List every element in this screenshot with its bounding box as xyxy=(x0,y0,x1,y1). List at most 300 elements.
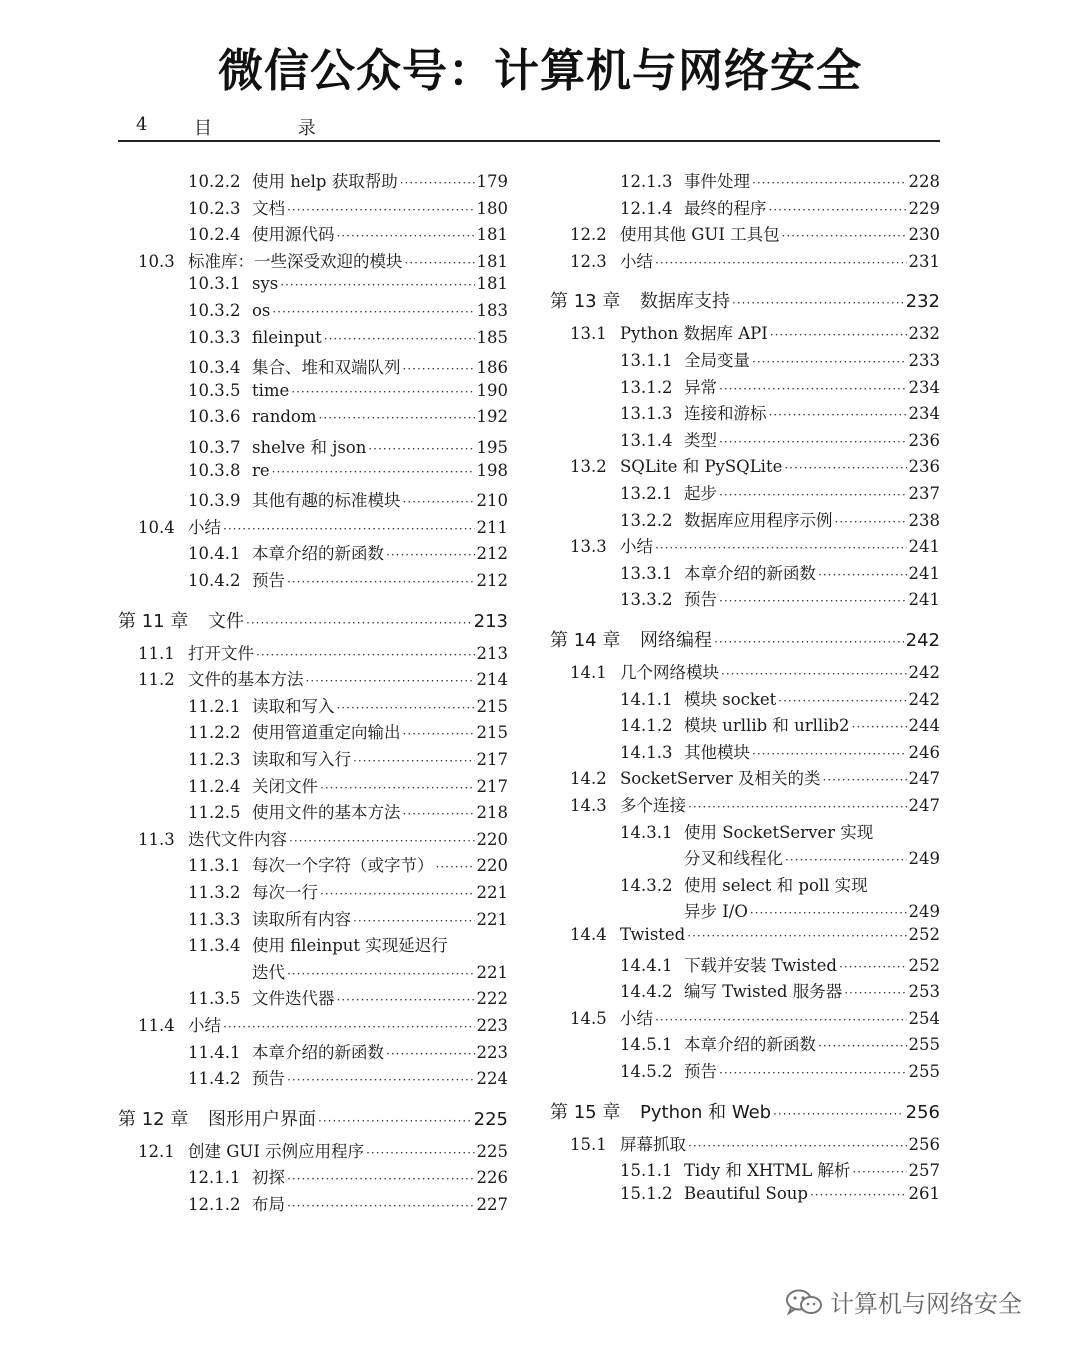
toc-entry[interactable] xyxy=(550,739,940,765)
toc-entry-title: 使用管道重定向输出 xyxy=(252,723,401,743)
toc-entry[interactable] xyxy=(550,507,940,533)
toc-entry-title: 关闭文件 xyxy=(252,776,318,796)
toc-entry-page: 237 xyxy=(908,484,940,503)
toc-entry-title: os xyxy=(252,301,271,320)
toc-entry[interactable] xyxy=(118,666,508,692)
toc-entry-title: 小结 xyxy=(188,1016,221,1035)
toc-entry[interactable] xyxy=(550,427,940,453)
toc-entry-title: 最终的程序 xyxy=(684,198,767,218)
toc-entry[interactable] xyxy=(550,453,940,479)
toc-leader-dots xyxy=(272,465,475,479)
toc-entry-page: 229 xyxy=(908,198,940,218)
toc-entry-number: 13.2.1 xyxy=(620,484,673,503)
toc-entry-page: 242 xyxy=(908,663,940,682)
toc-leader-dots xyxy=(223,522,475,536)
toc-entry-number: 14.2 xyxy=(570,769,607,789)
toc-entry[interactable] xyxy=(550,480,940,506)
toc-leader-dots xyxy=(223,1020,475,1034)
toc-entry-number: 12.1 xyxy=(138,1141,175,1161)
toc-entry-page: 225 xyxy=(473,1108,508,1130)
toc-entry-number: 13.1.2 xyxy=(620,377,673,397)
toc-entry-page: 221 xyxy=(476,883,508,902)
toc-entry-title: 数据库应用程序示例 xyxy=(684,510,833,530)
toc-entry[interactable] xyxy=(118,906,508,932)
toc-entry[interactable] xyxy=(550,221,940,247)
toc-leader-dots xyxy=(337,993,475,1007)
toc-entry[interactable] xyxy=(118,773,508,799)
toc-leader-dots xyxy=(287,967,475,981)
toc-entry[interactable] xyxy=(118,221,508,247)
toc-entry-number: 13.1.3 xyxy=(620,404,673,424)
toc-entry-title: 使用 help 获取帮助 xyxy=(252,172,398,191)
toc-entry-page: 224 xyxy=(476,1069,508,1089)
toc-entry-page: 236 xyxy=(908,457,940,477)
toc-entry[interactable] xyxy=(550,168,940,194)
toc-entry-title: 起步 xyxy=(684,484,717,503)
toc-leader-dots xyxy=(750,906,907,920)
toc-entry-number: 10.2.4 xyxy=(188,225,241,245)
toc-leader-dots xyxy=(752,355,907,369)
toc-leader-dots xyxy=(752,747,907,761)
toc-leader-dots xyxy=(688,1139,907,1153)
toc-entry-title: 初探 xyxy=(252,1168,285,1188)
toc-entry-page: 233 xyxy=(908,351,940,370)
toc-entry-number: 14.1.1 xyxy=(620,689,673,709)
toc-entry-number: 10.3.6 xyxy=(188,407,241,427)
toc-leader-dots xyxy=(337,229,475,243)
toc-leader-dots xyxy=(844,986,906,1000)
toc-entry-number: 第 15 章 xyxy=(550,1101,621,1123)
toc-entry[interactable] xyxy=(118,799,508,825)
toc-entry-title: 其他有趣的标准模块 xyxy=(252,491,401,511)
toc-entry[interactable] xyxy=(550,792,940,818)
toc-entry-title: shelve 和 json xyxy=(252,438,367,457)
toc-entry-title: 网络编程 xyxy=(640,630,712,651)
toc-leader-dots xyxy=(782,229,907,243)
toc-entry-number: 14.3.1 xyxy=(620,822,673,842)
toc-entry-page: 179 xyxy=(476,172,508,191)
toc-entry[interactable] xyxy=(118,514,508,540)
toc-entry[interactable] xyxy=(550,248,940,274)
toc-entry[interactable] xyxy=(118,826,508,852)
toc-leader-dots xyxy=(655,541,907,555)
toc-entry-title: SQLite 和 PySQLite xyxy=(620,457,783,477)
toc-entry-page: 234 xyxy=(908,404,940,424)
toc-entry-title: 编写 Twisted 服务器 xyxy=(684,982,843,1002)
watermark-text: 计算机与网络安全 xyxy=(830,1290,1022,1318)
toc-leader-dots xyxy=(324,332,475,346)
toc-entry-page: 180 xyxy=(476,198,508,218)
toc-entry[interactable] xyxy=(550,560,940,586)
toc-entry-number: 14.3.2 xyxy=(620,875,673,895)
toc-entry-page: 212 xyxy=(476,544,508,564)
toc-entry-number: 11.2.2 xyxy=(188,723,241,743)
toc-leader-dots xyxy=(688,800,907,814)
toc-entry-number: 14.1.3 xyxy=(620,742,673,762)
toc-entry-page: 181 xyxy=(476,251,508,271)
toc-entry[interactable] xyxy=(118,301,508,327)
toc-entry[interactable] xyxy=(550,1058,940,1084)
toc-leader-dots xyxy=(778,694,906,708)
toc-entry-number: 14.5.2 xyxy=(620,1062,673,1081)
toc-entry-number: 10.3.3 xyxy=(188,327,241,347)
toc-entry[interactable] xyxy=(550,195,940,221)
toc-entry-page: 232 xyxy=(905,291,940,313)
toc-entry-number: 10.3.1 xyxy=(188,274,241,294)
toc-entry[interactable] xyxy=(550,659,940,685)
toc-entry-page: 215 xyxy=(476,723,508,743)
toc-entry[interactable] xyxy=(550,533,940,559)
toc-entry-title: Beautiful Soup xyxy=(684,1183,808,1203)
toc-entry[interactable] xyxy=(550,898,940,924)
toc-entry-title: 屏幕抓取 xyxy=(620,1134,686,1154)
toc-entry-title: 连接和游标 xyxy=(684,404,767,424)
toc-entry-number: 10.3 xyxy=(138,251,175,271)
toc-entry[interactable] xyxy=(118,719,508,745)
toc-entry[interactable] xyxy=(118,959,508,985)
toc-leader-dots xyxy=(272,305,474,319)
toc-entry-number: 10.3.2 xyxy=(188,301,241,320)
toc-entry[interactable] xyxy=(118,1065,508,1091)
toc-entry-page: 255 xyxy=(908,1062,940,1081)
toc-entry[interactable] xyxy=(550,347,940,373)
toc-entry-title: 每次一行 xyxy=(252,883,318,902)
toc-entry-page: 211 xyxy=(476,517,508,537)
toc-entry-title: 图形用户界面 xyxy=(208,1108,316,1130)
toc-entry-number: 11.2 xyxy=(138,670,175,690)
toc-entry-number: 11.3.3 xyxy=(188,909,241,929)
toc-entry-title: 数据库支持 xyxy=(640,291,730,313)
toc-entry-title: 异步 I/O xyxy=(684,902,748,922)
toc-entry-page: 253 xyxy=(908,982,940,1002)
toc-entry[interactable] xyxy=(550,845,940,871)
toc-entry-number: 11.4.1 xyxy=(188,1042,241,1062)
toc-entry-page: 254 xyxy=(908,1008,940,1028)
toc-entry-title: 读取所有内容 xyxy=(252,909,351,929)
toc-entry-page: 238 xyxy=(908,510,940,530)
toc-entry-title: 文档 xyxy=(252,198,285,218)
toc-entry[interactable] xyxy=(550,712,940,738)
toc-entry-number: 第 12 章 xyxy=(118,1108,189,1130)
toc-entry[interactable] xyxy=(118,487,508,513)
toc-entry-page: 215 xyxy=(476,696,508,716)
toc-entry-number: 10.4.1 xyxy=(188,544,241,564)
toc-leader-dots xyxy=(400,176,475,190)
toc-entry-number: 11.2.3 xyxy=(188,750,241,769)
toc-entry[interactable] xyxy=(550,1131,940,1157)
toc-entry-title: 预告 xyxy=(252,1069,285,1089)
toc-entry[interactable] xyxy=(550,320,940,346)
toc-leader-dots xyxy=(337,701,475,715)
toc-entry-number: 10.2.3 xyxy=(188,198,241,218)
toc-entry-number: 11.3.4 xyxy=(188,936,241,956)
toc-leader-dots xyxy=(403,495,475,509)
toc-entry[interactable] xyxy=(118,879,508,905)
toc-leader-dots xyxy=(719,594,907,608)
toc-entry-page: 236 xyxy=(908,430,940,450)
toc-entry[interactable] xyxy=(118,567,508,593)
toc-entry[interactable] xyxy=(550,1184,940,1210)
toc-leader-dots xyxy=(823,773,907,787)
toc-entry[interactable] xyxy=(550,1031,940,1057)
toc-leader-dots xyxy=(773,1107,904,1121)
toc-entry-title: 使用 fileinput 实现延迟行 xyxy=(252,936,448,956)
toc-entry-number: 11.2.1 xyxy=(188,696,241,716)
toc-leader-dots xyxy=(291,385,474,399)
toc-chapter[interactable] xyxy=(550,287,940,313)
toc-leader-dots xyxy=(386,1047,475,1061)
toc-entry-number: 14.4.2 xyxy=(620,982,673,1002)
toc-entry-title: 小结 xyxy=(188,517,221,537)
toc-entry[interactable] xyxy=(118,168,508,194)
toc-entry-title: 文件迭代器 xyxy=(252,989,335,1009)
toc-entry-number: 第 13 章 xyxy=(550,291,621,313)
toc-entry-title: 模块 urllib 和 urllib2 xyxy=(684,716,850,736)
toc-entry-title: 本章介绍的新函数 xyxy=(252,544,384,564)
toc-entry[interactable] xyxy=(118,852,508,878)
toc-entry-title: SocketServer 及相关的类 xyxy=(620,769,821,789)
toc-entry-number: 11.3.1 xyxy=(188,856,241,876)
toc-entry[interactable] xyxy=(550,952,940,978)
toc-entry-title: time xyxy=(252,380,290,400)
toc-entry-page: 220 xyxy=(476,829,508,849)
toc-leader-dots xyxy=(784,461,906,475)
toc-entry-title: 模块 socket xyxy=(684,689,777,709)
toc-entry-title: 其他模块 xyxy=(684,742,750,762)
toc-leader-dots xyxy=(287,1172,475,1186)
toc-entry-number: 11.3 xyxy=(138,829,175,849)
toc-entry-page: 212 xyxy=(476,571,508,590)
toc-chapter[interactable] xyxy=(550,1098,940,1124)
toc-entry-page: 246 xyxy=(908,742,940,762)
toc-entry[interactable] xyxy=(550,819,940,845)
toc-entry[interactable] xyxy=(118,407,508,433)
toc-entry-page: 185 xyxy=(476,327,508,347)
toc-entry-page: 186 xyxy=(476,358,508,378)
toc-leader-dots xyxy=(318,1114,472,1128)
toc-entry[interactable] xyxy=(118,640,508,666)
toc-entry-number: 10.3.4 xyxy=(188,358,241,378)
toc-entry[interactable] xyxy=(550,1005,940,1031)
toc-leader-dots xyxy=(655,256,907,270)
toc-entry-title: 本章介绍的新函数 xyxy=(684,1035,816,1055)
toc-entry-number: 13.1.4 xyxy=(620,430,673,450)
toc-leader-dots xyxy=(818,1039,907,1053)
toc-entry-number: 13.1 xyxy=(570,324,607,344)
toc-entry[interactable] xyxy=(118,434,508,460)
toc-entry[interactable] xyxy=(118,693,508,719)
toc-leader-dots xyxy=(852,1165,906,1179)
toc-entry-title: 异常 xyxy=(684,377,717,397)
toc-entry[interactable] xyxy=(550,400,940,426)
toc-entry-number: 14.5 xyxy=(570,1008,607,1028)
toc-entry-page: 234 xyxy=(908,377,940,397)
toc-entry-title: sys xyxy=(252,274,279,294)
toc-entry-title: 使用文件的基本方法 xyxy=(252,803,401,823)
toc-entry-title: 创建 GUI 示例应用程序 xyxy=(188,1141,365,1161)
toc-leader-dots xyxy=(687,929,906,943)
toc-entry-title: 多个连接 xyxy=(620,796,686,815)
watermark xyxy=(784,1284,1022,1319)
toc-entry-title: 全局变量 xyxy=(684,351,750,370)
toc-chapter[interactable] xyxy=(550,626,940,652)
toc-entry-page: 247 xyxy=(908,769,940,789)
toc-leader-dots xyxy=(785,853,907,867)
toc-leader-dots xyxy=(770,328,907,342)
toc-entry-page: 241 xyxy=(908,537,940,557)
toc-entry-number: 14.5.1 xyxy=(620,1035,673,1055)
wechat-icon xyxy=(784,1288,824,1316)
toc-entry[interactable] xyxy=(118,746,508,772)
toc-entry-page: 190 xyxy=(476,380,508,400)
toc-entry-page: 181 xyxy=(476,274,508,294)
header-title: 目 录 xyxy=(194,118,356,139)
toc-entry-number: 11.1 xyxy=(138,643,175,663)
toc-entry[interactable] xyxy=(550,872,940,898)
toc-entry-number: 14.1 xyxy=(570,663,607,682)
toc-leader-dots xyxy=(287,203,475,217)
toc-entry[interactable] xyxy=(118,985,508,1011)
toc-entry-title: Twisted xyxy=(620,925,686,944)
toc-entry-number: 14.1.2 xyxy=(620,716,673,736)
toc-chapter[interactable] xyxy=(118,607,508,633)
toc-leader-dots xyxy=(839,960,907,974)
toc-entry[interactable] xyxy=(118,1012,508,1038)
toc-entry-page: 223 xyxy=(476,1042,508,1062)
toc-entry[interactable] xyxy=(118,1039,508,1065)
toc-entry-number: 10.2.2 xyxy=(188,172,241,191)
toc-entry-title: 几个网络模块 xyxy=(620,663,719,682)
toc-entry-page: 221 xyxy=(476,962,508,982)
toc-entry-page: 249 xyxy=(908,902,940,922)
toc-entry-page: 261 xyxy=(908,1183,940,1203)
toc-entry-title: 类型 xyxy=(684,430,717,450)
toc-entry[interactable] xyxy=(118,195,508,221)
toc-entry-number: 10.3.8 xyxy=(188,460,241,480)
toc-entry-title: 集合、堆和双端队列 xyxy=(252,358,401,378)
toc-leader-dots xyxy=(655,1013,907,1027)
toc-entry-number: 第 11 章 xyxy=(118,610,189,632)
toc-entry-title: 迭代 xyxy=(252,962,285,982)
toc-entry-title: random xyxy=(252,407,317,427)
page-number: 4 xyxy=(136,114,148,135)
toc-entry-page: 242 xyxy=(908,689,940,709)
toc-entry[interactable] xyxy=(550,765,940,791)
toc-entry[interactable] xyxy=(118,1164,508,1190)
toc-entry-title: 预告 xyxy=(252,571,285,590)
toc-entry-number: 13.2.2 xyxy=(620,510,673,530)
page-banner: 微信公众号：计算机与网络安全 xyxy=(217,44,862,97)
toc-entry-page: 183 xyxy=(476,301,508,320)
toc-entry[interactable] xyxy=(118,932,508,958)
toc-entry[interactable] xyxy=(118,1138,508,1164)
toc-leader-dots xyxy=(835,515,907,529)
toc-entry-page: 181 xyxy=(476,225,508,245)
toc-entry-number: 15.1 xyxy=(570,1134,607,1154)
toc-entry[interactable] xyxy=(118,354,508,380)
toc-entry-page: 228 xyxy=(908,172,940,191)
toc-entry-number: 14.4.1 xyxy=(620,955,673,975)
toc-entry-title: 标准库：一些深受欢迎的模块 xyxy=(188,251,403,271)
toc-entry-number: 13.3.1 xyxy=(620,563,673,583)
toc-entry-number: 12.1.4 xyxy=(620,198,673,218)
toc-entry-page: 252 xyxy=(908,955,940,975)
toc-entry-title: 文件 xyxy=(208,610,244,632)
toc-entry[interactable] xyxy=(118,328,508,354)
toc-entry-number: 14.4 xyxy=(570,925,607,944)
toc-entry[interactable] xyxy=(550,686,940,712)
toc-entry[interactable] xyxy=(550,925,940,951)
toc-entry-title: 布局 xyxy=(252,1195,285,1214)
toc-entry-page: 223 xyxy=(476,1016,508,1035)
toc-entry-number: 13.3 xyxy=(570,537,607,557)
toc-entry[interactable] xyxy=(550,374,940,400)
toc-leader-dots xyxy=(353,754,475,768)
toc-entry[interactable] xyxy=(550,586,940,612)
toc-entry[interactable] xyxy=(550,978,940,1004)
toc-entry-title: 使用其他 GUI 工具包 xyxy=(620,225,780,245)
toc-leader-dots xyxy=(403,807,475,821)
toc-entry-title: 预告 xyxy=(684,590,717,610)
toc-entry-number: 11.4.2 xyxy=(188,1069,241,1089)
toc-entry-title: 小结 xyxy=(620,537,653,557)
toc-leader-dots xyxy=(769,408,907,422)
toc-entry[interactable] xyxy=(118,381,508,407)
toc-entry-page: 210 xyxy=(476,491,508,511)
toc-entry[interactable] xyxy=(118,274,508,300)
toc-entry-number: 15.1.1 xyxy=(620,1161,673,1181)
toc-entry-title: 使用 SocketServer 实现 xyxy=(684,822,874,842)
toc-entry-page: 198 xyxy=(476,460,508,480)
toc-leader-dots xyxy=(386,548,475,562)
toc-entry-title: 每次一个字符（或字节） xyxy=(252,856,434,876)
toc-entry-number: 12.1.1 xyxy=(188,1168,241,1188)
toc-entry-page: 225 xyxy=(476,1141,508,1161)
toc-entry[interactable] xyxy=(118,540,508,566)
toc-entry-page: 241 xyxy=(908,563,940,583)
toc-chapter[interactable] xyxy=(118,1105,508,1131)
toc-entry-page: 213 xyxy=(473,610,508,632)
toc-leader-dots xyxy=(436,860,475,874)
toc-entry-title: 读取和写入行 xyxy=(252,750,351,769)
toc-entry[interactable] xyxy=(118,1191,508,1217)
toc-entry-page: 217 xyxy=(476,776,508,796)
toc-entry-page: 227 xyxy=(476,1195,508,1214)
toc-entry-page: 195 xyxy=(476,438,508,457)
toc-entry[interactable] xyxy=(550,1157,940,1183)
toc-entry-page: 217 xyxy=(476,750,508,769)
toc-entry-number: 10.3.9 xyxy=(188,491,241,511)
toc-entry-title: 小结 xyxy=(620,251,653,271)
toc-entry[interactable] xyxy=(118,248,508,274)
toc-entry-number: 11.3.2 xyxy=(188,883,241,902)
toc-leader-dots xyxy=(818,568,907,582)
toc-entry[interactable] xyxy=(118,461,508,487)
toc-entry-number: 10.3.7 xyxy=(188,438,241,457)
toc-entry-title: Python 数据库 API xyxy=(620,324,768,344)
toc-entry-page: 226 xyxy=(476,1168,508,1188)
toc-entry-page: 255 xyxy=(908,1035,940,1055)
toc-entry-number: 11.2.4 xyxy=(188,776,241,796)
toc-entry-number: 12.3 xyxy=(570,251,607,271)
toc-leader-dots xyxy=(405,256,475,270)
toc-entry-number: 12.1.2 xyxy=(188,1195,241,1214)
toc-entry-title: 读取和写入 xyxy=(252,696,335,716)
toc-leader-dots xyxy=(719,1066,907,1080)
toc-leader-dots xyxy=(752,176,907,190)
toc-leader-dots xyxy=(306,674,475,688)
toc-entry-page: 220 xyxy=(476,856,508,876)
